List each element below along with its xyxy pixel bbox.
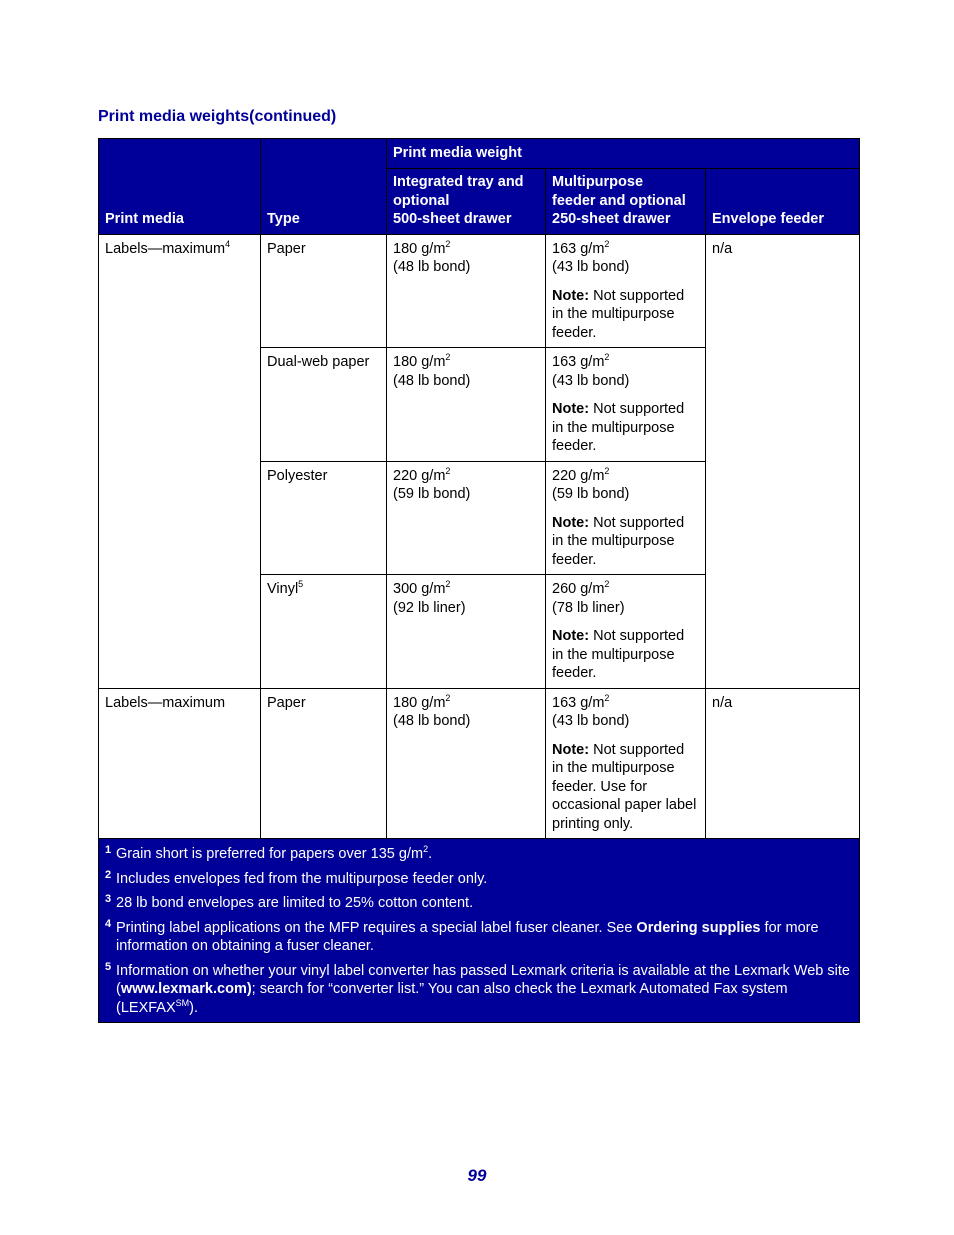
table-row <box>99 234 860 348</box>
mp-note: Note: Not supported in the multipurpose feeder. <box>552 514 685 568</box>
header-type: Type <box>261 139 387 235</box>
cell-tray-weight: 180 $g/m^2$ (48 lb bond) <box>387 348 546 462</box>
cell-mp-weight: 163 $g/m^2$ (43 lb bond) Note: Not supported in the multipurpose feeder. <box>546 348 706 462</box>
footnote-2: 2 Includes envelopes fed from the multipurpose feeder only. <box>105 868 488 887</box>
mp-note: Note: Not supported in the multipurpose feeder. Use for occasional paper label printing only. <box>552 741 697 832</box>
page-number: 99 <box>467 1166 487 1185</box>
header-multipurpose-feeder: Multipurpose feeder and optional 250-sheet drawer <box>546 168 706 234</box>
header-print-media-weight: Print media weight <box>387 139 860 169</box>
cell-envelope-feeder: n/a <box>706 234 860 688</box>
footnote-5: 5 Information on whether your vinyl label converter has passed Lexmark criteria is available at the Lexmark Web site (www.lexmark.com); search for “converter list.” You can also check the Lexmark Automated Fax system (LEXFAX℠). <box>105 960 850 1016</box>
cell-tray-weight: 220 $g/m^2$ (59 lb bond) <box>387 461 546 575</box>
mp-note: Note: Not supported in the multipurpose feeder. <box>552 628 685 681</box>
footnotes <box>99 839 860 1023</box>
cell-mp-weight: 163 $g/m^2$ (43 lb bond) Note: Not supported in the multipurpose feeder. <box>546 234 706 348</box>
cell-mp-weight: 220 $g/m^2$ (59 lb bond) Note: Not supported in the multipurpose feeder. <box>546 461 706 575</box>
cell-tray-weight: 300 $g/m^2$ (92 lb liner) <box>387 575 546 689</box>
cell-print-media: Labels—maximum$^4$ <box>99 234 261 688</box>
footnote-4: 4 Printing label applications on the MFP requires a special label fuser cleaner. See Ordering supplies for more information on obtaining a fuser cleaner. <box>105 917 819 954</box>
header-envelope-feeder: Envelope feeder <box>706 168 860 234</box>
cell-type: Polyester <box>261 461 387 575</box>
cell-tray-weight: 180 $g/m^2$ (48 lb bond) <box>387 688 546 839</box>
ordering-supplies-ref: Ordering supplies <box>636 919 761 936</box>
cell-mp-weight: 163 $g/m^2$ (43 lb bond) Note: Not supported in the multipurpose feeder. Use for occasional paper label printing only. <box>546 688 706 839</box>
mp-note: Note: Not supported in the multipurpose feeder. <box>552 287 685 341</box>
footnote-3: 3 28 lb bond envelopes are limited to 25% cotton content. <box>105 893 474 911</box>
print-media-weights-table <box>98 138 860 1023</box>
footnote-1: 1 Grain short is preferred for papers over 135 $g/m^2$. <box>105 844 433 862</box>
header-row-1 <box>99 139 860 169</box>
cell-envelope-feeder: n/a <box>706 688 860 839</box>
cell-type: Dual-web paper <box>261 348 387 462</box>
cell-type: Vinyl$^5$ <box>261 575 387 689</box>
cell-type: Paper <box>261 688 387 839</box>
header-print-media: Print media <box>99 139 261 235</box>
cell-mp-weight: 260 $g/m^2$ (78 lb liner) Note: Not supported in the multipurpose feeder. <box>546 575 706 689</box>
cell-type: Paper <box>261 234 387 348</box>
cell-tray-weight: 180 $g/m^2$ (48 lb bond) <box>387 234 546 348</box>
header-integrated-tray: Integrated tray and optional 500-sheet drawer <box>387 168 546 234</box>
mp-note: Note: Not supported in the multipurpose feeder. <box>552 401 685 454</box>
footnotes-row <box>99 839 860 1023</box>
lexmark-url: www.lexmark.com) <box>120 981 252 997</box>
page-title: Print media weights(continued) <box>98 108 337 125</box>
table-row <box>99 688 860 839</box>
cell-print-media: Labels—maximum <box>99 688 261 839</box>
